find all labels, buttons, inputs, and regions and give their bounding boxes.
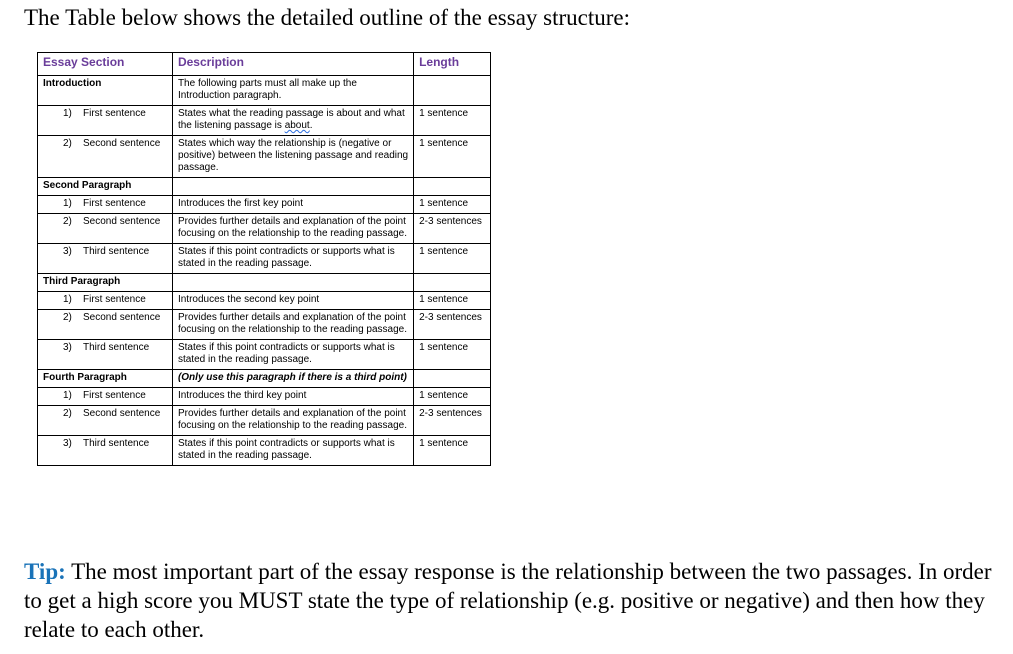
sub-label: First sentence [83,294,146,305]
sub-section-cell [38,388,173,406]
sub-number: 3) [63,342,72,353]
essay-outline-table [37,52,491,466]
table-row [38,106,491,136]
length-cell: 1 sentence [414,340,491,370]
length-cell [414,76,491,106]
sub-number: 1) [63,390,72,401]
table-row [38,406,491,436]
sub-number: 1) [63,294,72,305]
table-row-fourth-paragraph [38,370,491,388]
table-row [38,388,491,406]
table-row-second-paragraph [38,178,491,196]
description-cell: Provides further details and explanation of the point focusing on the relationship to the reading passage. [172,406,413,436]
sub-section-cell [38,406,173,436]
length-cell: 1 sentence [414,388,491,406]
sub-section-cell [38,244,173,274]
description-cell: The following parts must all make up the Introduction paragraph. [172,76,413,106]
description-cell: Introduces the first key point [172,196,413,214]
table-row [38,340,491,370]
section-cell: Second Paragraph [38,178,173,196]
header-length: Length [414,53,491,76]
intro-heading: The Table below shows the detailed outline of the essay structure: [24,5,631,30]
sub-number: 2) [63,216,72,227]
sub-section-cell [38,196,173,214]
section-cell: Third Paragraph [38,274,173,292]
table-row [38,292,491,310]
sub-label: Second sentence [83,408,161,419]
table-row [38,436,491,466]
table-row [38,310,491,340]
section-cell: Introduction [38,76,173,106]
table-body [38,76,491,466]
sub-label: Third sentence [83,246,150,257]
sub-section-cell [38,340,173,370]
length-cell: 2-3 sentences [414,310,491,340]
sub-number: 1) [63,108,72,119]
sub-number: 3) [63,438,72,449]
table-row [38,196,491,214]
length-cell: 1 sentence [414,196,491,214]
description-cell: Provides further details and explanation of the point focusing on the relationship to the reading passage. [172,310,413,340]
tip-text: The most important part of the essay response is the relationship between the two passages. In order to get a high score you MUST state the type of relationship (e.g. positive or negative) and then how they relate to each other. [24,559,992,642]
description-cell: States which way the relationship is (negative or positive) between the listening passage and reading passage. [172,136,413,178]
table-row [38,244,491,274]
description-cell: States if this point contradicts or supports what is stated in the reading passage. [172,436,413,466]
table-header-row [38,53,491,76]
sub-label: First sentence [83,390,146,401]
sub-section-cell [38,136,173,178]
section-cell: Fourth Paragraph [38,370,173,388]
table-row-third-paragraph [38,274,491,292]
description-cell: (Only use this paragraph if there is a third point) [172,370,413,388]
length-cell [414,274,491,292]
length-cell: 2-3 sentences [414,214,491,244]
description-cell [172,274,413,292]
description-cell: Provides further details and explanation of the point focusing on the relationship to the reading passage. [172,214,413,244]
description-cell: Introduces the third key point [172,388,413,406]
description-cell [172,106,413,136]
sub-section-cell [38,292,173,310]
description-text: States what the reading passage is about and what the listening passage is about. [177,108,405,131]
header-essay-section: Essay Section [38,53,173,76]
sub-label: Third sentence [83,438,150,449]
sub-label: Third sentence [83,342,150,353]
length-cell [414,370,491,388]
sub-label: First sentence [83,108,146,119]
sub-label: Second sentence [83,138,161,149]
sub-number: 2) [63,408,72,419]
sub-label: Second sentence [83,312,161,323]
sub-number: 1) [63,198,72,209]
tip-label: Tip: [24,559,66,584]
sub-number: 3) [63,246,72,257]
description-cell: States if this point contradicts or supports what is stated in the reading passage. [172,244,413,274]
length-cell: 1 sentence [414,436,491,466]
header-description: Description [172,53,413,76]
sub-section-cell [38,214,173,244]
sub-label: Second sentence [83,216,161,227]
description-cell: States if this point contradicts or supports what is stated in the reading passage. [172,340,413,370]
length-cell: 2-3 sentences [414,406,491,436]
table-row-introduction [38,76,491,106]
length-cell [414,178,491,196]
table-row [38,136,491,178]
description-cell [172,178,413,196]
sub-section-cell [38,106,173,136]
spellcheck-word: about [284,120,310,131]
sub-number: 2) [63,138,72,149]
description-cell: Introduces the second key point [172,292,413,310]
sub-section-cell [38,436,173,466]
sub-number: 2) [63,312,72,323]
sub-section-cell [38,310,173,340]
length-cell: 1 sentence [414,244,491,274]
length-cell: 1 sentence [414,292,491,310]
table-row [38,214,491,244]
sub-label: First sentence [83,198,146,209]
tip-paragraph [24,557,1004,644]
length-cell: 1 sentence [414,106,491,136]
length-cell: 1 sentence [414,136,491,178]
